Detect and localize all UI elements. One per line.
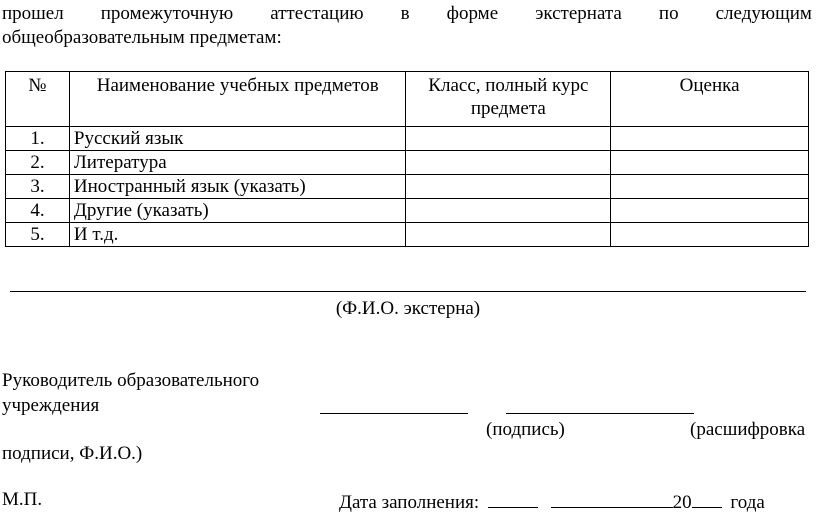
table-row <box>6 127 809 151</box>
table-row <box>6 151 809 175</box>
row-class-cell[interactable] <box>406 199 611 223</box>
intro-word: промежуточную <box>100 3 234 24</box>
extern-name-line[interactable] <box>10 291 806 292</box>
intro-line-1 <box>2 2 812 26</box>
row-subject: Иностранный язык (указать) <box>69 175 406 199</box>
header-grade: Оценка <box>611 72 809 127</box>
row-number: 2. <box>6 151 70 175</box>
subjects-table <box>5 71 809 247</box>
row-number: 5. <box>6 223 70 247</box>
row-number: 3. <box>6 175 70 199</box>
row-grade-cell[interactable] <box>611 151 809 175</box>
signature-decode-line[interactable] <box>506 395 694 414</box>
intro-word: аттестацию <box>270 3 364 24</box>
stamp-label: М.П. <box>2 489 43 510</box>
table-row <box>6 199 809 223</box>
date-row <box>339 489 765 514</box>
row-class-cell[interactable] <box>406 175 611 199</box>
intro-word: прошел <box>2 3 64 24</box>
intro-word: форме <box>446 3 499 24</box>
intro-word: экстерната <box>535 3 622 24</box>
table-row <box>6 223 809 247</box>
decode-caption: (расшифровка <box>690 419 806 440</box>
table-header-row <box>6 72 809 127</box>
row-grade-cell[interactable] <box>611 175 809 199</box>
head-title-line-1: Руководитель образовательного <box>2 370 260 391</box>
row-class-cell[interactable] <box>406 151 611 175</box>
date-day-blank[interactable] <box>488 489 538 508</box>
row-grade-cell[interactable] <box>611 127 809 151</box>
signature-line[interactable] <box>320 395 468 414</box>
intro-word: в <box>400 3 410 24</box>
year-suffix: года <box>730 492 765 513</box>
row-subject: Другие (указать) <box>69 199 406 223</box>
year-blank[interactable] <box>692 489 722 508</box>
header-number: № <box>6 72 70 127</box>
decode-caption-continued: подписи, Ф.И.О.) <box>2 443 143 464</box>
row-class-cell[interactable] <box>406 127 611 151</box>
intro-line-2: общеобразовательным предметам: <box>2 27 282 48</box>
header-subject: Наименование учебных предметов <box>69 72 406 127</box>
row-number: 4. <box>6 199 70 223</box>
row-subject: Русский язык <box>69 127 406 151</box>
extern-name-caption: (Ф.И.О. экстерна) <box>335 298 481 319</box>
row-subject: Литература <box>69 151 406 175</box>
head-title-line-2: учреждения <box>2 395 100 416</box>
date-month-blank[interactable] <box>551 489 673 508</box>
intro-text <box>2 2 812 50</box>
intro-word: по <box>658 3 679 24</box>
intro-word: следующим <box>715 3 812 24</box>
row-grade-cell[interactable] <box>611 223 809 247</box>
year-prefix: 20 <box>672 492 692 513</box>
header-class: Класс, полный курс предмета <box>406 72 611 127</box>
date-label: Дата заполнения: <box>339 492 480 513</box>
row-number: 1. <box>6 127 70 151</box>
row-subject: И т.д. <box>69 223 406 247</box>
signature-caption: (подпись) <box>486 419 565 440</box>
row-grade-cell[interactable] <box>611 199 809 223</box>
row-class-cell[interactable] <box>406 223 611 247</box>
table-row <box>6 175 809 199</box>
